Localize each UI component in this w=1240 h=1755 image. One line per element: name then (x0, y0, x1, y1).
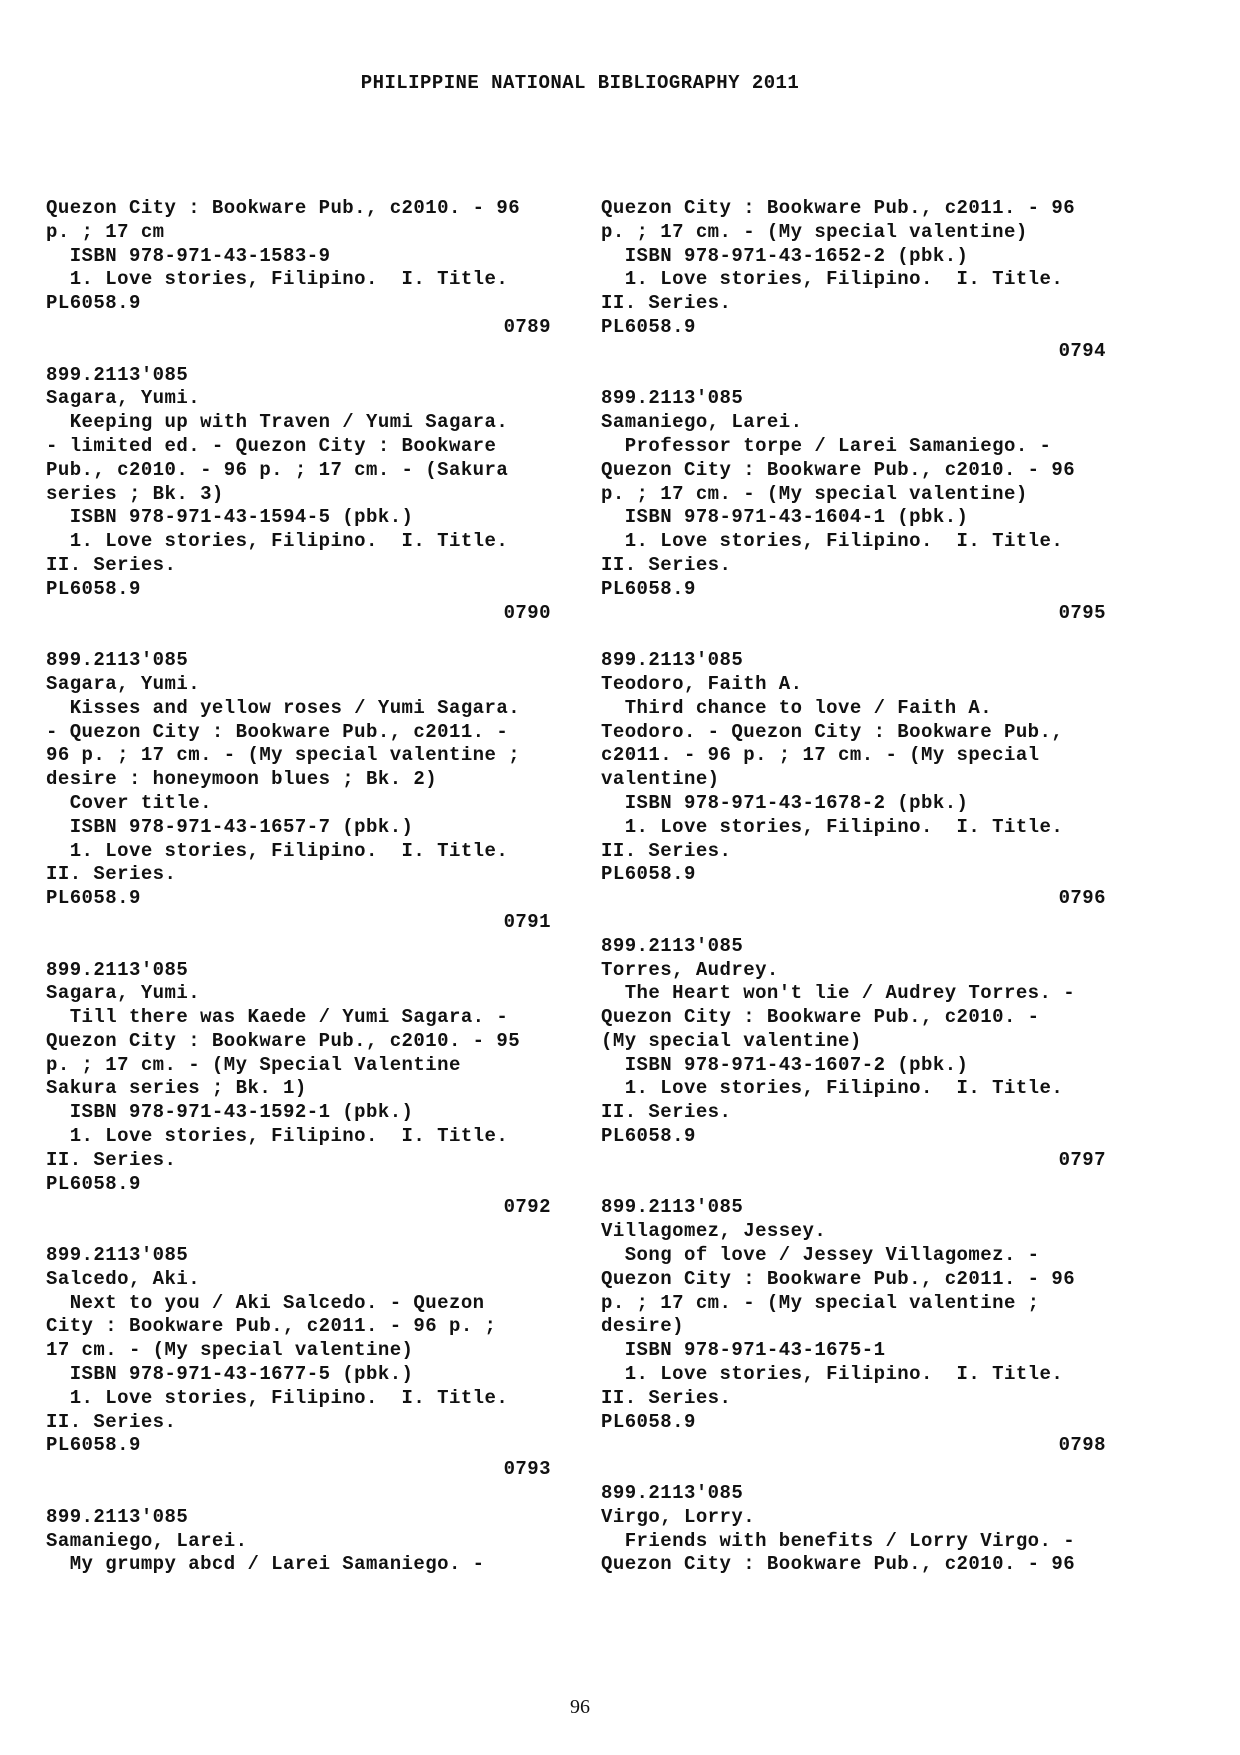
entry-line: 1. Love stories, Filipino. I. Title. (46, 268, 509, 291)
bibliography-entry (46, 1244, 551, 1482)
entry-line: 899.2113'085 (46, 363, 189, 386)
entry-line: - limited ed. - Quezon City : Bookware (46, 434, 497, 457)
entry-line: Sakura series ; Bk. 1) (46, 1077, 307, 1100)
entry-line: Next to you / Aki Salcedo. - Quezon (46, 1291, 485, 1314)
entry-line: 1. Love stories, Filipino. I. Title. (601, 815, 1064, 838)
entry-line: 1. Love stories, Filipino. I. Title. (46, 839, 509, 862)
entry-line: 1. Love stories, Filipino. I. Title. (46, 530, 509, 553)
entry-gap (46, 340, 551, 364)
bibliography-entry (601, 387, 1106, 625)
entry-line: Friends with benefits / Lorry Virgo. - (601, 1529, 1076, 1552)
entry-gap (46, 625, 551, 649)
entry-line: 899.2113'085 (46, 1505, 189, 1528)
entry-line: ISBN 978-971-43-1594-5 (pbk.) (46, 506, 414, 529)
entry-line: Till there was Kaede / Yumi Sagara. - (46, 1006, 509, 1029)
entry-line: Quezon City : Bookware Pub., c2011. - 96 (601, 1267, 1076, 1290)
entry-line: Torres, Audrey. (601, 958, 779, 981)
entry-line: (My special valentine) (601, 1029, 862, 1052)
entry-line: PL6058.9 (601, 315, 696, 338)
entry-number: 0792 (503, 1196, 551, 1219)
entry-line: PL6058.9 (601, 863, 696, 886)
entry-line: desire) (601, 1315, 684, 1338)
bibliography-entry (46, 197, 551, 340)
entry-line: 899.2113'085 (601, 387, 744, 410)
entry-line: 899.2113'085 (46, 649, 189, 672)
entry-gap (601, 911, 1106, 935)
entry-line: c2011. - 96 p. ; 17 cm. - (My special (601, 744, 1040, 767)
entry-line: 899.2113'085 (601, 1482, 744, 1505)
entry-line: II. Series. (46, 863, 177, 886)
entry-line: PL6058.9 (601, 577, 696, 600)
entry-line: 1. Love stories, Filipino. I. Title. (601, 268, 1064, 291)
entry-line: p. ; 17 cm (46, 220, 165, 243)
entry-number: 0796 (1058, 887, 1106, 910)
entry-number: 0791 (503, 910, 551, 933)
entry-line: PL6058.9 (46, 292, 141, 315)
entry-line: p. ; 17 cm. - (My special valentine ; (601, 1291, 1040, 1314)
entry-line: Quezon City : Bookware Pub., c2010. - 96 (46, 197, 521, 219)
left-column (46, 197, 551, 1577)
entry-number: 0798 (1058, 1434, 1106, 1457)
entry-line: ISBN 978-971-43-1607-2 (pbk.) (601, 1053, 969, 1076)
entry-line: Song of love / Jessey Villagomez. - (601, 1244, 1040, 1267)
entry-line: II. Series. (601, 553, 732, 576)
entry-line: Villagomez, Jessey. (601, 1220, 827, 1243)
entry-line: desire : honeymoon blues ; Bk. 2) (46, 768, 438, 791)
entry-line: PL6058.9 (601, 1410, 696, 1433)
bibliography-entry (601, 1196, 1106, 1458)
entry-line: Quezon City : Bookware Pub., c2010. - 96 (601, 1553, 1076, 1576)
entry-line: Professor torpe / Larei Samaniego. - (601, 434, 1052, 457)
entry-gap (46, 935, 551, 959)
entry-line: PL6058.9 (46, 1172, 141, 1195)
entry-line: Salcedo, Aki. (46, 1267, 201, 1290)
entry-line: 96 p. ; 17 cm. - (My special valentine ; (46, 744, 521, 767)
entry-line: PL6058.9 (601, 1125, 696, 1148)
entry-gap (46, 1220, 551, 1244)
entry-line: 17 cm. - (My special valentine) (46, 1339, 414, 1362)
entry-line: II. Series. (601, 292, 732, 315)
entry-line: Teodoro. - Quezon City : Bookware Pub., (601, 720, 1064, 743)
entry-line: Sagara, Yumi. (46, 982, 201, 1005)
entry-line: PL6058.9 (46, 887, 141, 910)
entry-line: Sagara, Yumi. (46, 387, 201, 410)
entry-line: City : Bookware Pub., c2011. - 96 p. ; (46, 1315, 497, 1338)
bibliography-entry (601, 197, 1106, 364)
entry-line: Quezon City : Bookware Pub., c2010. - 95 (46, 1029, 521, 1052)
entry-line: Quezon City : Bookware Pub., c2010. - (601, 1006, 1040, 1029)
entry-line: ISBN 978-971-43-1583-9 (46, 244, 331, 267)
entry-line: Virgo, Lorry. (601, 1505, 756, 1528)
entry-line: p. ; 17 cm. - (My Special Valentine (46, 1053, 461, 1076)
entry-line: II. Series. (46, 1410, 177, 1433)
entry-line: Cover title. (46, 791, 212, 814)
entry-line: II. Series. (601, 1386, 732, 1409)
entry-line: ISBN 978-971-43-1604-1 (pbk.) (601, 506, 969, 529)
entry-line: II. Series. (601, 839, 732, 862)
entry-line: 1. Love stories, Filipino. I. Title. (46, 1125, 509, 1148)
entry-line: ISBN 978-971-43-1675-1 (601, 1339, 886, 1362)
entry-line: II. Series. (601, 1101, 732, 1124)
entry-number: 0790 (503, 601, 551, 624)
entry-line: PL6058.9 (46, 1434, 141, 1457)
entry-number: 0789 (503, 315, 551, 338)
entry-line: ISBN 978-971-43-1657-7 (pbk.) (46, 815, 414, 838)
entry-line: II. Series. (46, 553, 177, 576)
entry-line: ISBN 978-971-43-1592-1 (pbk.) (46, 1101, 414, 1124)
entry-line: valentine) (601, 768, 720, 791)
entry-line: 1. Love stories, Filipino. I. Title. (46, 1386, 509, 1409)
bibliography-entry (46, 1506, 551, 1577)
entry-line: Third chance to love / Faith A. (601, 696, 993, 719)
entry-number: 0797 (1058, 1148, 1106, 1171)
bibliography-entry (601, 935, 1106, 1173)
entry-line: 899.2113'085 (46, 958, 189, 981)
entry-line: Samaniego, Larei. (601, 411, 803, 434)
entry-line: p. ; 17 cm. - (My special valentine) (601, 220, 1028, 243)
entry-line: Pub., c2010. - 96 p. ; 17 cm. - (Sakura (46, 458, 509, 481)
entry-line: series ; Bk. 3) (46, 482, 224, 505)
entry-line: My grumpy abcd / Larei Samaniego. - (46, 1553, 485, 1576)
entry-line: II. Series. (46, 1148, 177, 1171)
entry-gap (601, 1173, 1106, 1197)
entry-line: 899.2113'085 (601, 934, 744, 957)
entry-line: PL6058.9 (46, 577, 141, 600)
entry-gap (601, 364, 1106, 388)
entry-line: Sagara, Yumi. (46, 672, 201, 695)
bibliography-entry (601, 1482, 1106, 1577)
entry-line: ISBN 978-971-43-1678-2 (pbk.) (601, 791, 969, 814)
entry-number: 0794 (1058, 339, 1106, 362)
entry-line: 899.2113'085 (601, 649, 744, 672)
entry-line: 1. Love stories, Filipino. I. Title. (601, 1077, 1064, 1100)
entry-line: ISBN 978-971-43-1652-2 (pbk.) (601, 244, 969, 267)
entry-line: Teodoro, Faith A. (601, 672, 803, 695)
entry-line: 1. Love stories, Filipino. I. Title. (601, 1363, 1064, 1386)
entry-gap (601, 625, 1106, 649)
entry-number: 0793 (503, 1458, 551, 1481)
entry-number: 0795 (1058, 601, 1106, 624)
bibliography-entry (46, 364, 551, 626)
entry-line: 1. Love stories, Filipino. I. Title. (601, 530, 1064, 553)
entry-gap (46, 1482, 551, 1506)
page-number: 96 (570, 1696, 590, 1718)
right-column (601, 197, 1106, 1577)
entry-line: Samaniego, Larei. (46, 1529, 248, 1552)
entry-line: p. ; 17 cm. - (My special valentine) (601, 482, 1028, 505)
bibliography-entry (46, 959, 551, 1221)
bibliography-entry (46, 649, 551, 935)
entry-line: ISBN 978-971-43-1677-5 (pbk.) (46, 1363, 414, 1386)
entry-line: Kisses and yellow roses / Yumi Sagara. (46, 696, 521, 719)
entry-line: 899.2113'085 (601, 1196, 744, 1219)
page-header: PHILIPPINE NATIONAL BIBLIOGRAPHY 2011 (360, 72, 800, 94)
entry-line: Quezon City : Bookware Pub., c2011. - 96 (601, 197, 1076, 219)
entry-line: Quezon City : Bookware Pub., c2010. - 96 (601, 458, 1076, 481)
entry-gap (601, 1458, 1106, 1482)
entry-line: Keeping up with Traven / Yumi Sagara. (46, 411, 509, 434)
entry-line: - Quezon City : Bookware Pub., c2011. - (46, 720, 509, 743)
entry-line: The Heart won't lie / Audrey Torres. - (601, 982, 1076, 1005)
entry-line: 899.2113'085 (46, 1244, 189, 1267)
bibliography-entry (601, 649, 1106, 911)
